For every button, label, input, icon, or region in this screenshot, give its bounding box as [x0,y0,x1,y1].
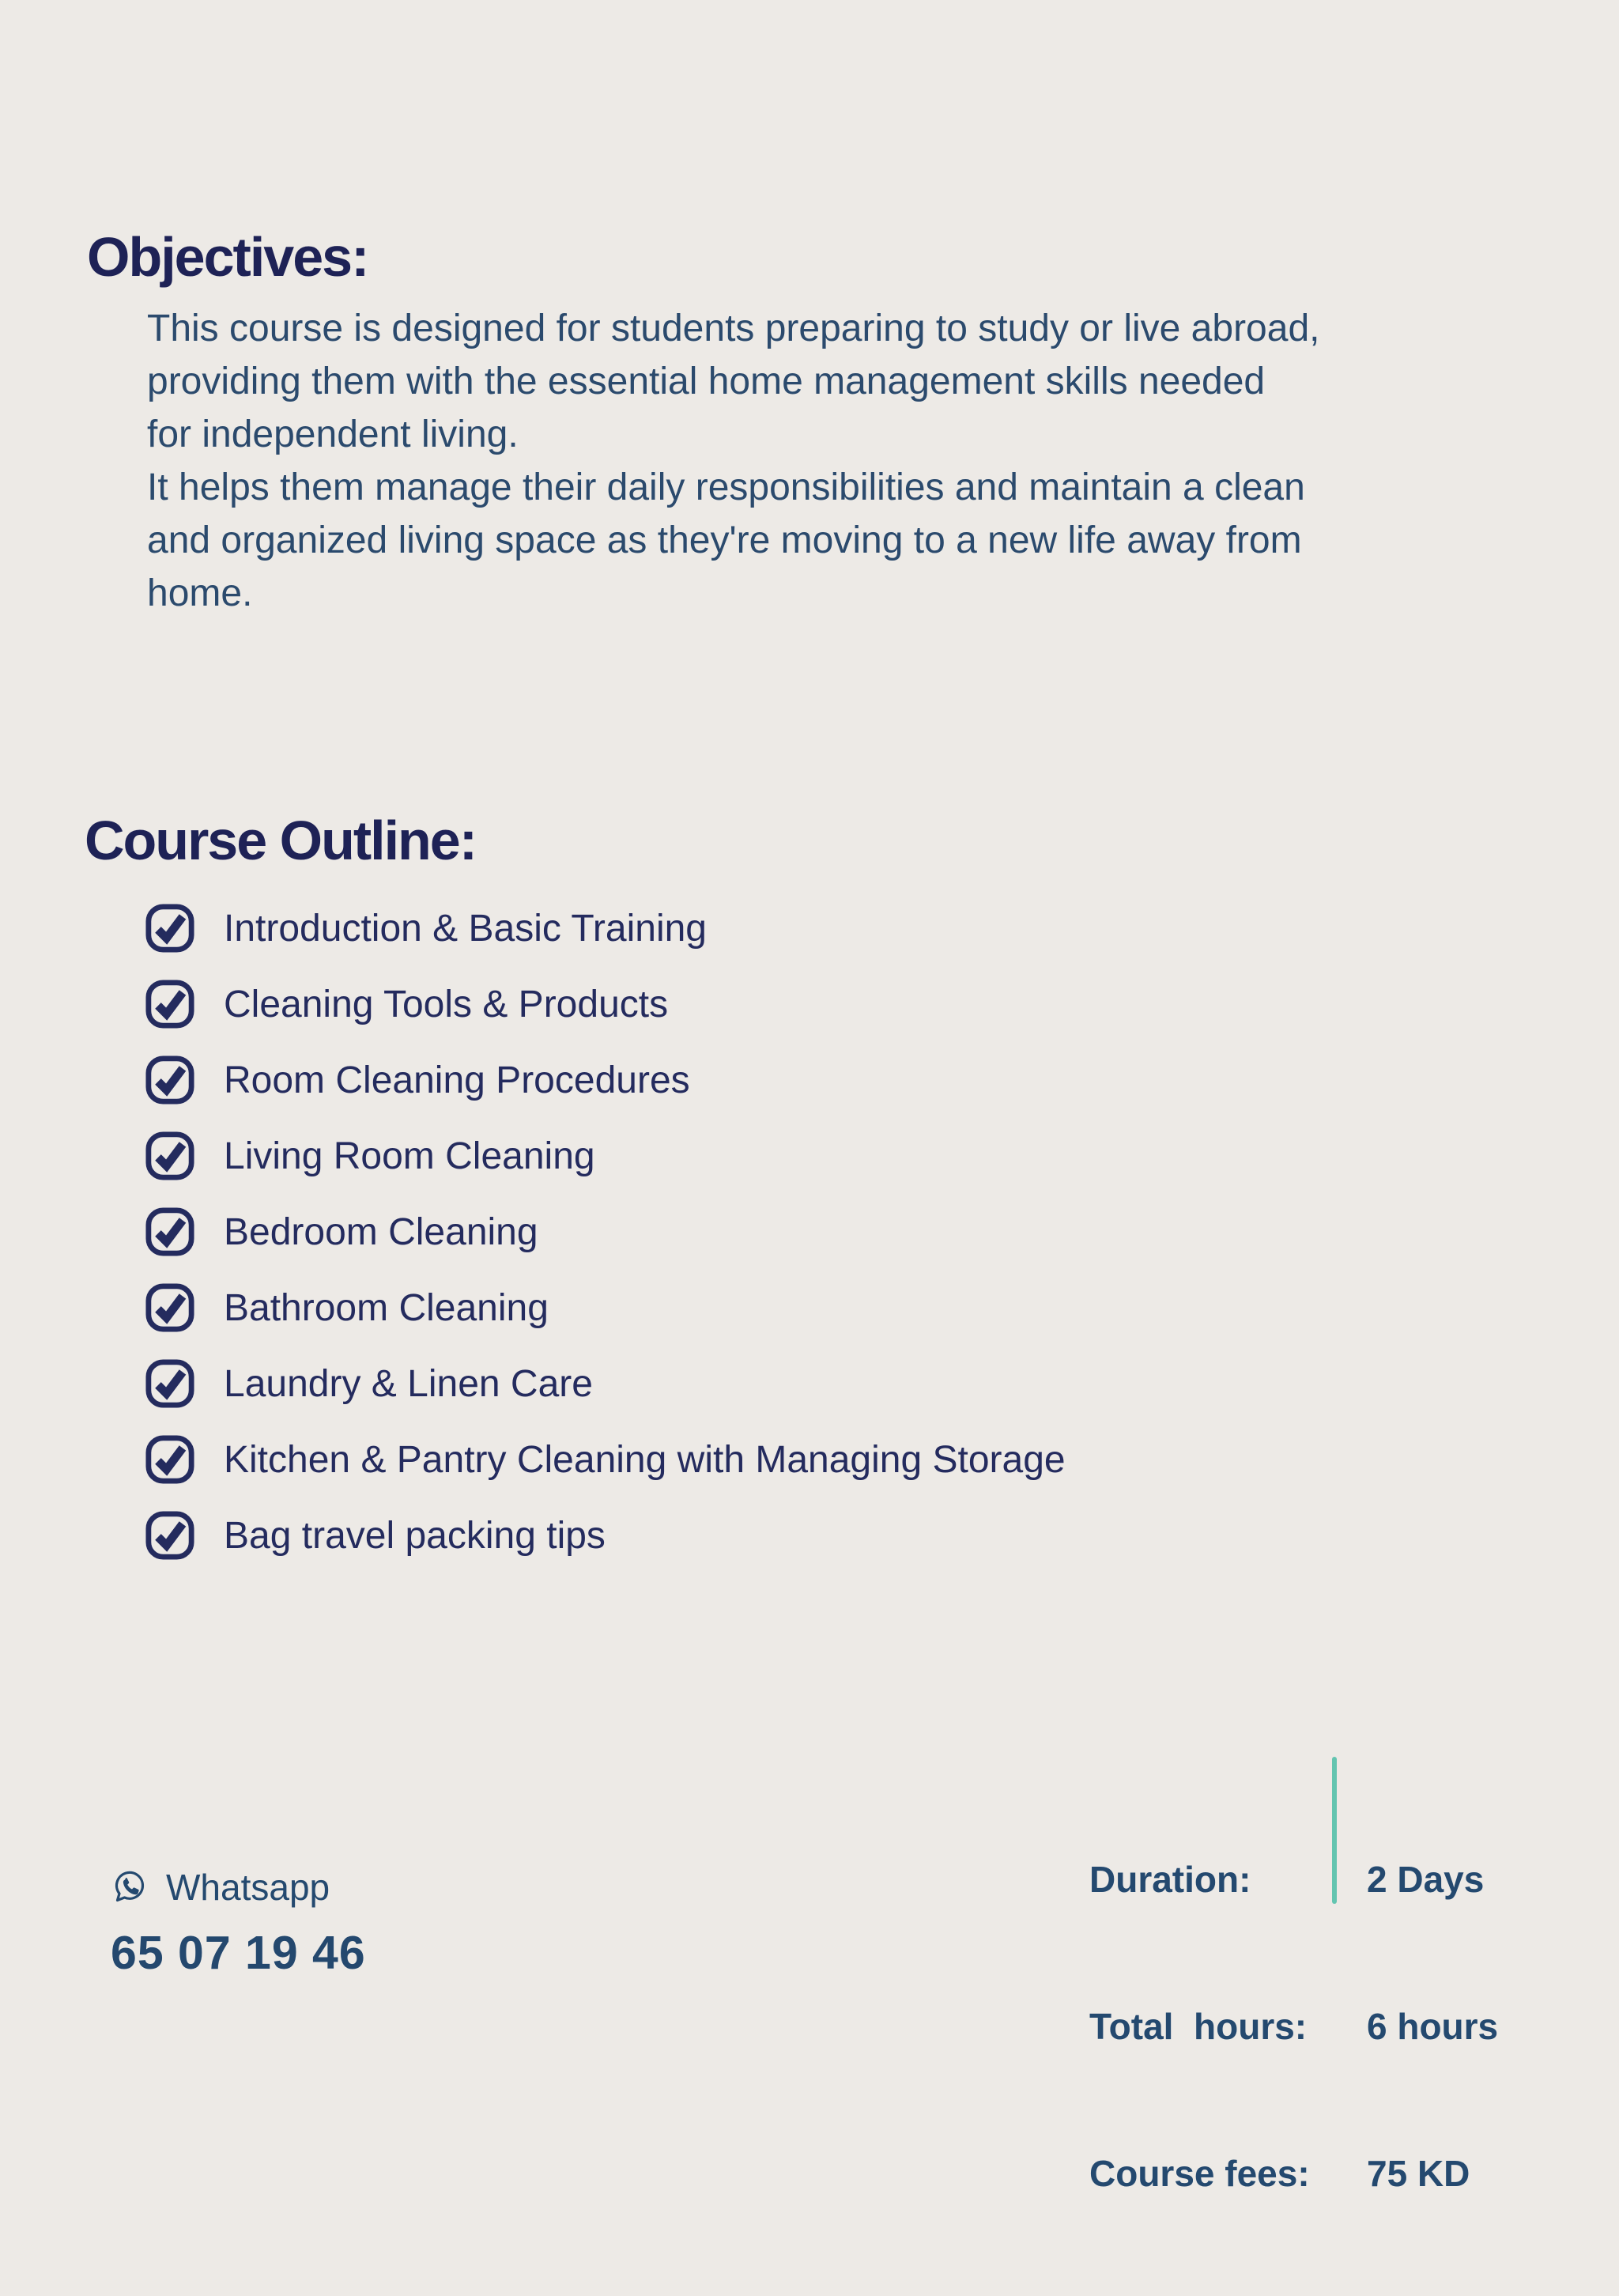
checklist-item [145,980,1066,1029]
whatsapp-phone-number: 65 07 19 46 [111,1927,366,1979]
objectives-line: providing them with the essential home management skills needed [147,361,1266,402]
duration-value: 2 Days [1367,1859,1485,1900]
checklist-item-label: Cleaning Tools & Products [224,983,669,1025]
total-hours-value: 6 hours [1367,2006,1499,2047]
objectives-line: for independent living. [147,414,519,455]
checked-checkbox-icon [145,1283,194,1332]
objectives-line: and organized living space as they're moving to a new life away from [147,519,1302,561]
contact-block [111,1866,366,1980]
checked-checkbox-icon [145,1207,194,1256]
checked-checkbox-icon [145,1131,194,1180]
checklist-item [145,1207,1066,1256]
objectives-line: home. [147,572,253,614]
objectives-paragraph [147,302,1319,620]
checked-checkbox-icon [145,1435,194,1484]
course-outline-heading: Course Outline: [85,809,477,871]
checklist-item [145,904,1066,953]
checklist-item-label: Living Room Cleaning [224,1135,595,1177]
objectives-line: This course is designed for students preparing to study or live abroad, [147,308,1320,349]
objectives-line: It helps them manage their daily responsibilities and maintain a clean [147,466,1305,508]
checklist-item-label: Introduction & Basic Training [224,907,707,950]
duration-label: Duration: [1089,1859,1251,1900]
checklist-item [145,1511,1066,1560]
whatsapp-icon [111,1868,149,1906]
course-fees-value: 75 KD [1367,2153,1470,2194]
checklist-item-label: Bedroom Cleaning [224,1210,538,1253]
checklist-item-label: Laundry & Linen Care [224,1362,593,1405]
checklist-item [145,1359,1066,1408]
course-details-values [1367,1757,1499,2194]
checklist-item [145,1131,1066,1180]
whatsapp-label: Whatsapp [166,1867,330,1908]
course-details-labels [1089,1757,1332,2194]
divider-line [1332,1757,1337,1904]
checklist-item-label: Kitchen & Pantry Cleaning with Managing Storage [224,1438,1066,1481]
checklist-item [145,1283,1066,1332]
checklist-item-label: Room Cleaning Procedures [224,1059,690,1101]
checked-checkbox-icon [145,904,194,953]
whatsapp-row[interactable] [111,1866,366,1909]
course-fees-label: Course fees: [1089,2153,1310,2194]
checked-checkbox-icon [145,1055,194,1105]
checklist-item-label: Bag travel packing tips [224,1514,606,1557]
total-hours-label: Total hours: [1089,2006,1308,2047]
checklist-item [145,1435,1066,1484]
checklist-item-label: Bathroom Cleaning [224,1286,549,1329]
checked-checkbox-icon [145,980,194,1029]
course-details [1089,1757,1499,2194]
course-outline-checklist [145,904,1066,1587]
checklist-item [145,1055,1066,1105]
objectives-heading: Objectives: [87,225,368,288]
checked-checkbox-icon [145,1511,194,1560]
checked-checkbox-icon [145,1359,194,1408]
